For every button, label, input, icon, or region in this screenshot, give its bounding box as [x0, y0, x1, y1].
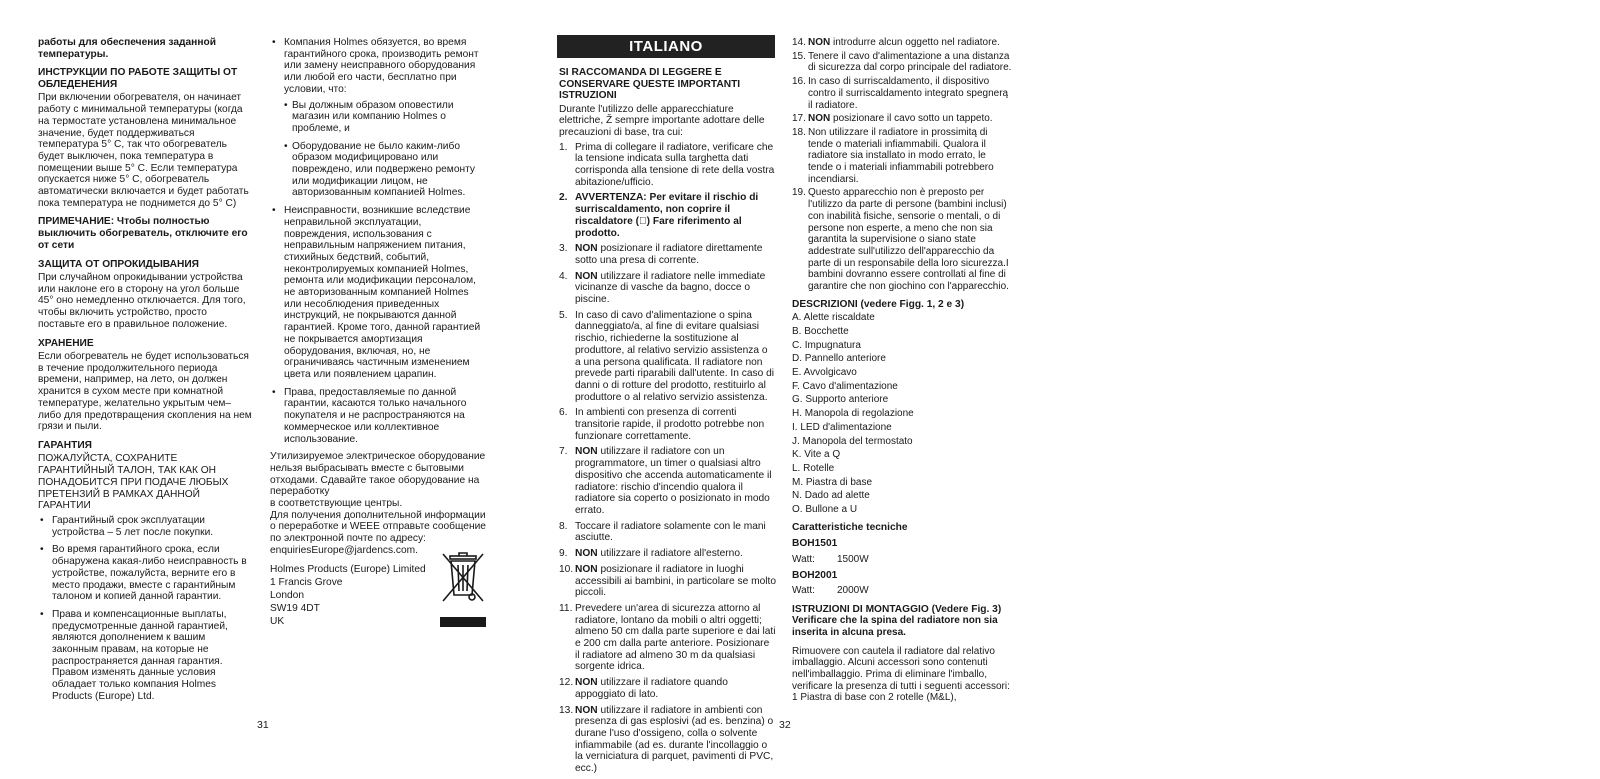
descriptions-list — [792, 312, 1012, 516]
item-text: utilizzare il radiatore con un programmatore, un timer o qualsiasi altro dispositivo che accenda automaticamente il radiatore: rischio d'incendio qualora il radiatore sia coperto o posizionato in modo errato. — [575, 446, 772, 516]
spec-label: Watt: — [792, 585, 815, 597]
item-text: introdurre alcun oggetto nel radiatore. — [830, 37, 1000, 48]
list-item: • Гарантийный срок эксплуатации устройства – 5 лет после покупки. — [38, 515, 254, 538]
item-number: 8. — [559, 520, 568, 532]
list-item: • Во время гарантийного срока, если обнаружена какая-либо неисправность в устройстве, пожалуйста, верните его в место продажи, вместе с гарантийным талоном и копией данной гарантии. — [38, 544, 254, 603]
list-item — [792, 187, 1012, 292]
item-number: 12. — [559, 677, 574, 689]
item-text: Per evitare il rischio di surriscaldamento, non coprire il riscaldatore (⃠) Fare riferimento al prodotto. — [575, 192, 759, 239]
item-text: Questo apparecchio non è preposto per l'utilizzo da parte di persone (bambini inclusi) con inabilità fisiche, sensorie o mentali, o di persone non esperte, a meno che non sia garantita la supervisione o siano state addestrate sull'utilizzo dell'apparecchio da parte di un responsabile della loro sicurezza.I bambini dovranno essere controllati al fine di garantire che non giochino con l'apparecchio. — [808, 187, 1009, 293]
column-right-1 — [559, 67, 776, 779]
address-line: Holmes Products (Europe) Limited — [270, 563, 426, 575]
item-text: In caso di cavo d'alimentazione o spina danneggiato/a, al fine di evitare qualsiasi rischio, richiederne la sostituzione al produttore, al relativo servizio assistenza o a una persona qualificata. Il radiatore non prevede parti riparabili dall'utente. In caso di danni o di rotture del prodotto, restituirlo al produttore o al relativo servizio assistenza. — [575, 309, 775, 403]
tip-text: При случайном опрокидывании устройства или наклоне его в сторону на угол больше 45° оно немедленно отключается. Для того, чтобы включить устройство, просто поставьте его в правильное положение. — [38, 272, 246, 330]
item-number: 14. — [792, 37, 806, 48]
page-number-right: 32 — [779, 719, 791, 731]
spec-row — [792, 554, 1012, 566]
item-text: utilizzare il radiatore nelle immediate vicinanze di vasche da bagno, docce o piscine. — [575, 270, 766, 306]
list-item — [559, 243, 776, 266]
list-item — [792, 113, 1012, 125]
list-item: D. Pannello anteriore — [792, 353, 886, 365]
item-prefix: NON — [575, 704, 598, 716]
list-item: M. Piastra di base — [792, 476, 873, 488]
assembly-heading: ISTRUZIONI DI MONTAGGIO (Vedere Fig. 3) — [792, 603, 1002, 615]
note-text: ПРИМЕЧАНИЕ: Чтобы полностью выключить обогреватель, отключите его от сети — [38, 216, 248, 251]
item-prefix: AVVERTENZA: — [575, 192, 647, 204]
item-text: posizionare il radiatore direttamente sotto una presa di corrente. — [575, 243, 763, 266]
item-number: 18. — [792, 126, 806, 138]
list-item: I. LED d'alimentazione — [792, 421, 892, 433]
column-left-2 — [270, 37, 488, 628]
list-item: • Права и компенсационные выплаты, предусмотренные данной гарантией, являются дополнением к вашим законным правам, на которые не распространяется данная гарантия. Правом изменять данные условия обладает только компания Holmes Products (Europe) Ltd. — [38, 609, 254, 703]
item-number: 5. — [559, 309, 568, 321]
model-name: BOH1501 — [792, 538, 838, 550]
spec-value: 2000W — [837, 585, 869, 597]
frost-text: При включении обогревателя, он начинает работу с минимальной температуры (когда на термостате установлена минимальное значение, будет поддерживаться температура 5° C, так что обогреватель будет выключен, пока температура в помещении выше 5° C. Если температура опускается ниже 5° C, обогреватель автоматически включается и будет работать пока температура не поднимется до 5° C) — [38, 92, 249, 209]
tip-heading: ЗАЩИТА ОТ ОПРОКИДЫВАНИЯ — [38, 258, 199, 270]
item-text: In caso di surriscaldamento, il dispositivo contro il surriscaldamento integrato spegnerą il radiatore. — [808, 76, 1009, 111]
safety-heading: SI RACCOMANDA DI LEGGERE E CONSERVARE QUESTE IMPORTANTI ISTRUZIONI — [559, 67, 741, 101]
item-text: Non utilizzare il radiatore in prossimitą di tende o materiali infiammabili. Qualora il radiatore sia installato in modo errato, le tende o i materiali infiammabili potrebbero incendiarsi. — [808, 126, 994, 185]
item-prefix: NON — [808, 113, 831, 125]
list-item: N. Dado ad alette — [792, 490, 870, 502]
page-number-left: 31 — [257, 719, 269, 731]
list-item — [559, 548, 776, 560]
weee-text-line: Для получения дополнительной информации о переработке и WEEE отправьте сообщение по электронной почте по адресу: — [270, 509, 486, 545]
item-text: utilizzare il radiatore in ambienti con presenza di gas esplosivi (ad es. benzina) o durane l'uso d'ossigeno, colla o solvente infiammabile (ad es. durante l'incollaggio o la verniciatura di parquet, pavimenti di PVC, ecc.) — [575, 704, 774, 775]
warranty-heading: ГАРАНТИЯ — [38, 439, 92, 451]
item-prefix: NON — [575, 446, 598, 458]
list-item: • Неисправности, возникшие вследствие неправильной эксплуатации, повреждения, использования с неправильным напряжением питания, стихийных бедствий, событий, неконтролируемых компанией Holmes, ремонта или модификации персоналом, не авторизованным компанией Holmes или несоблюдения приведенных инструкций, не покрываются данной гарантией. Кроме того, данной гарантией не покрывается амортизация оборудования, включая, но, не ограничиваясь частичным изменением цвета или появлением царапин. — [270, 205, 488, 381]
storage-heading: ХРАНЕНИЕ — [38, 337, 94, 349]
descriptions-heading: DESCRIZIONI (vedere Figg. 1, 2 e 3) — [792, 298, 965, 310]
column-left-1 — [38, 37, 254, 709]
list-item — [559, 564, 776, 599]
item-number: 11. — [559, 602, 573, 614]
item-prefix: NON — [575, 548, 598, 560]
item-prefix: NON — [575, 243, 598, 255]
address-line: London — [270, 589, 304, 601]
list-item — [559, 446, 776, 516]
item-number: 13. — [559, 704, 574, 716]
item-text: Toccare il radiatore solamente con le mani asciutte. — [575, 520, 766, 544]
sub-bullets — [284, 100, 488, 200]
list-item: E. Avvolgicavo — [792, 367, 857, 379]
list-item — [559, 705, 776, 775]
safety-list-continued — [792, 37, 1012, 293]
safety-intro: Durante l'utilizzo delle apparecchiature elettriche, Ž sempre importante adottare delle precauzioni di base, tra cui: — [559, 103, 765, 138]
item-prefix: NON — [575, 563, 598, 575]
item-number: 6. — [559, 407, 568, 419]
list-item — [559, 677, 776, 700]
tech-heading: Caratteristiche tecniche — [792, 521, 908, 533]
item-text: In ambienti con presenza di correnti transitorie rapide, il prodotto potrebbe non funzionare correttamente. — [575, 407, 765, 442]
item-number: 1. — [559, 141, 568, 153]
list-item — [559, 192, 776, 239]
item-text: Prevedere un'area di sicurezza attorno al radiatore, lontano da mobili o altri oggetti; almeno 50 cm dalla parte superiore e dai lati e 200 cm dalla parte anteriore. Posizionare il radiatore ad almeno 30 m da qualsiasi sorgente idrica. — [575, 602, 776, 673]
list-item — [559, 142, 776, 189]
item-text: posizionare il radiatore in luoghi accessibili ai bambini, in particolare se molto piccoli. — [575, 563, 777, 599]
warranty-conditions — [270, 37, 488, 445]
sub-list-item: • Вы должным образом оповестили магазин или компанию Holmes о проблеме, и — [284, 100, 488, 135]
warranty-intro: ПОЖАЛУЙСТА, СОХРАНИТЕ ГАРАНТИЙНЫЙ ТАЛОН, ТАК КАК ОН ПОНАДОБИТСЯ ПРИ ПОДАЧЕ ЛЮБЫХ ПРЕТЕНЗИЙ В РАМКАХ ДАННОЙ ГАРАНТИИ — [38, 453, 229, 512]
address-line: SW19 4DT — [270, 602, 320, 614]
assembly-warning: Verificare che la spina del radiatore non sia inserita in alcuna presa. — [792, 615, 998, 638]
list-item-text: Компания Holmes обязуется, во время гарантийного срока, производить ремонт или замену неисправного оборудования или любой его части, бесплатно при условии, что: — [284, 37, 479, 95]
warranty-bullets — [38, 515, 254, 703]
item-number: 15. — [792, 50, 806, 62]
item-number: 19. — [792, 187, 806, 199]
address-line: 1 Francis Grove — [270, 576, 343, 588]
weee-text — [270, 451, 488, 556]
spec-label: Watt: — [792, 553, 815, 565]
model-name: BOH2001 — [792, 569, 838, 581]
address-line: UK — [270, 615, 285, 627]
column-right-2 — [792, 37, 1012, 711]
assembly-text: Rimuovere con cautela il radiatore dal relativo imballaggio. Alcuni accessori sono contenuti nell'imballaggio. Prima di eliminare l'imballo, verificare la presenza di tutti i seguenti accessori: 1 Piastra di base con 2 rotelle (M&L), — [792, 645, 1010, 704]
list-item — [559, 521, 776, 544]
list-item: • Права, предоставляемые по данной гарантии, касаются только начального покупателя и не распространяются на коммерческое или коллективное использование. — [270, 387, 488, 446]
item-number: 2. — [559, 192, 568, 204]
item-text: posizionare il cavo sotto un tappeto. — [830, 113, 993, 125]
list-item: K. Vite a Q — [792, 449, 841, 461]
language-header: ITALIANO — [557, 35, 775, 58]
item-text: Tenere il cavo d'alimentazione a una distanza di sicurezza dal corpo principale del radiatore. — [808, 50, 1012, 74]
item-text: utilizzare il radiatore quando appoggiato di lato. — [575, 677, 728, 700]
list-item — [559, 310, 776, 404]
list-item — [792, 37, 1012, 49]
weee-text-line: Утилизируемое электрическое оборудование нельзя выбрасывать вместе с бытовыми отходами. Сдавайте такое оборудование на переработку — [270, 451, 486, 498]
item-number: 3. — [559, 243, 568, 255]
weee-bin-icon — [440, 551, 486, 629]
list-item: B. Bocchette — [792, 325, 849, 337]
item-number: 17. — [792, 113, 806, 125]
list-item: H. Manopola di regolazione — [792, 408, 914, 420]
list-item: A. Alette riscaldate — [792, 312, 875, 324]
list-item — [792, 76, 1012, 111]
item-prefix: NON — [575, 677, 598, 689]
item-number: 7. — [559, 446, 568, 458]
list-item: O. Bullone a U — [792, 504, 858, 516]
list-item: F. Cavo d'alimentazione — [792, 380, 898, 392]
list-item: G. Supporto anteriore — [792, 394, 889, 406]
list-item — [559, 603, 776, 673]
list-item: C. Impugnatura — [792, 339, 861, 351]
item-number: 16. — [792, 76, 806, 88]
item-prefix: NON — [575, 270, 598, 282]
safety-list — [559, 142, 776, 775]
weee-email: enquiriesEurope@jardencs.com. — [270, 544, 418, 556]
spec-row — [792, 585, 1012, 597]
weee-text-line: в соответствующие центры. — [270, 498, 403, 510]
list-item: J. Manopola del termostato — [792, 435, 913, 447]
storage-text: Если обогреватель не будет использоваться в течение продолжительного периода времени, например, на лето, он должен хранится в сухом месте при комнатной температуре, желательно укрытым чем–либо для предотвращения скопления на нем грязи и пыли. — [38, 351, 252, 433]
list-item: L. Rotelle — [792, 463, 835, 474]
list-item — [559, 407, 776, 442]
list-item — [559, 271, 776, 306]
spec-value: 1500W — [837, 553, 869, 565]
item-number: 9. — [559, 548, 568, 560]
list-item — [270, 37, 488, 199]
item-text: Prima di collegare il radiatore, verificare che la tensione indicata sulla targhetta dati corrisponda alla tensione di rete della vostra abitazione/ufficio. — [575, 141, 775, 188]
intro-text: работы для обеспечения заданной температуры. — [38, 37, 216, 60]
sub-list-item: • Оборудование не было каким-либо образом модифицировано или повреждено, или подвержено ремонту или модификации лицом, не авторизованным компанией Holmes. — [284, 141, 488, 200]
item-prefix: NON — [808, 37, 831, 48]
list-item — [792, 127, 1012, 186]
item-number: 4. — [559, 270, 568, 282]
item-number: 10. — [559, 563, 574, 575]
item-text: utilizzare il radiatore all'esterno. — [597, 548, 743, 560]
frost-heading: ИНСТРУКЦИИ ПО РАБОТЕ ЗАЩИТЫ ОТ ОБЛЕДЕНЕНИЯ — [38, 67, 238, 90]
list-item — [792, 51, 1012, 74]
